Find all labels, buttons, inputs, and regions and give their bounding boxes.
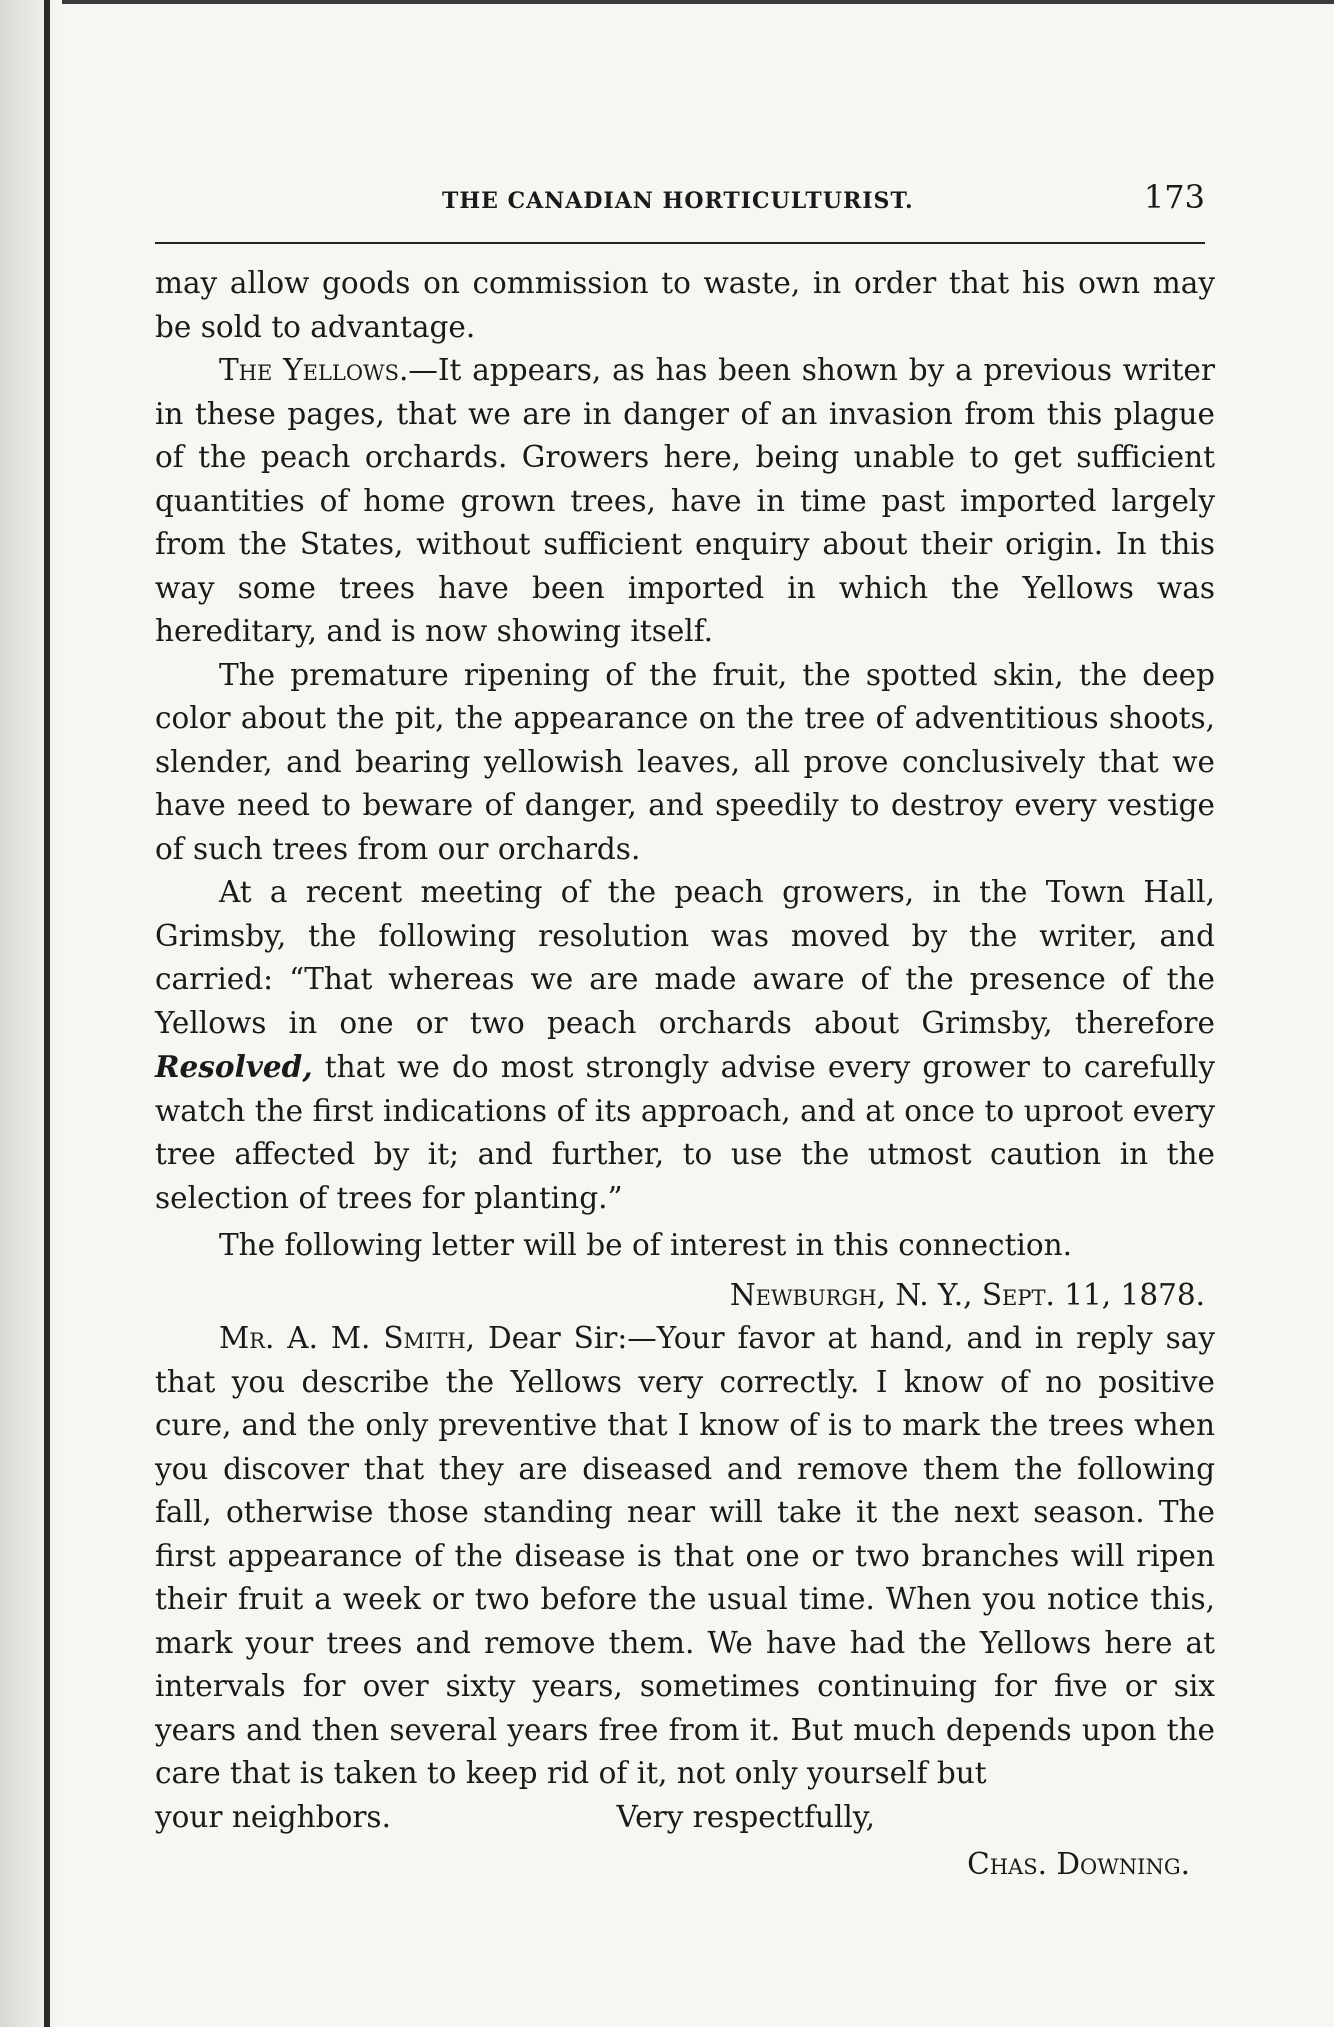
running-head: THE CANADIAN HORTICULTURIST.: [442, 188, 914, 214]
closing-left: your neighbors.: [155, 1799, 391, 1834]
letter-closing: [155, 1796, 1215, 1840]
meeting-text-end: that we do most strongly advise every grower to carefully watch the first indications of its approach, and at once to uproot every tree affected by it; and further, to use the utmost caution in the selection of trees for planting.”: [155, 1050, 1215, 1215]
header-rule: [155, 242, 1205, 244]
top-border: [0, 0, 1334, 4]
meeting-paragraph: [155, 871, 1215, 1220]
resolved-word: Resolved,: [155, 1049, 313, 1084]
letter-body-text: Dear Sir:—Your favor at hand, and in reply say that you describe the Yellows very correctly. I know of no positive cure, and the only preventive that I know of is to mark the trees when you discover that they are diseased and remove them the following fall, otherwise those standing near will take it the next season. The first appearance of the disease is that one or two branches will ripen their fruit a week or two before the usual time. When you notice this, mark your trees and remove them. We have had the Yellows here at intervals for over sixty years, sometimes continuing for five or six years and then several years free from it. But much depends upon the care that is taken to keep rid of it, not only yourself but: [155, 1321, 1215, 1790]
yellows-paragraph: [155, 349, 1215, 654]
page-number: 173: [1143, 178, 1205, 216]
article-body: [155, 262, 1215, 1887]
page-binding-shadow: [0, 0, 62, 2027]
letter-dateline: Newburgh, N. Y., Sept. 11, 1878.: [729, 1277, 1205, 1312]
letter-salutation-name: Mr. A. M. Smith,: [219, 1321, 476, 1355]
binding-edge: [44, 0, 50, 2027]
closing-right: Very respectfully,: [616, 1799, 875, 1834]
page-header: [155, 176, 1205, 226]
continuation-paragraph: may allow goods on commission to waste, in order that his own may be sold to advantage.: [155, 266, 1215, 344]
meeting-text-start: At a recent meeting of the peach growers, in the Town Hall, Grimsby, the following resolution was moved by the writer, and carried: “That whereas we are made aware of the presence of the Yellows in one or two peach orchards about Grimsby, therefore: [155, 875, 1215, 1040]
symptoms-paragraph: The premature ripening of the fruit, the spotted skin, the deep color about the pit, the appearance on the tree of adventitious shoots, slender, and bearing yellowish leaves, all prove conclusively that we have need to beware of danger, and speedily to destroy every vestige of such trees from our orchards.: [155, 657, 1215, 866]
letter-signature: Chas. Downing.: [967, 1847, 1190, 1881]
letter-intro: The following letter will be of interest in this connection.: [219, 1228, 1072, 1262]
section-heading: The Yellows.: [219, 353, 409, 387]
yellows-text: —It appears, as has been shown by a previous writer in these pages, that we are in danger of an invasion from this plague of the peach orchards. Growers here, being unable to get sufficient quantities of home grown trees, have in time past imported largely from the States, without sufficient enquiry about their origin. In this way some trees have been imported in which the Yellows was hereditary, and is now showing itself.: [155, 353, 1215, 648]
letter-body: [155, 1317, 1215, 1796]
